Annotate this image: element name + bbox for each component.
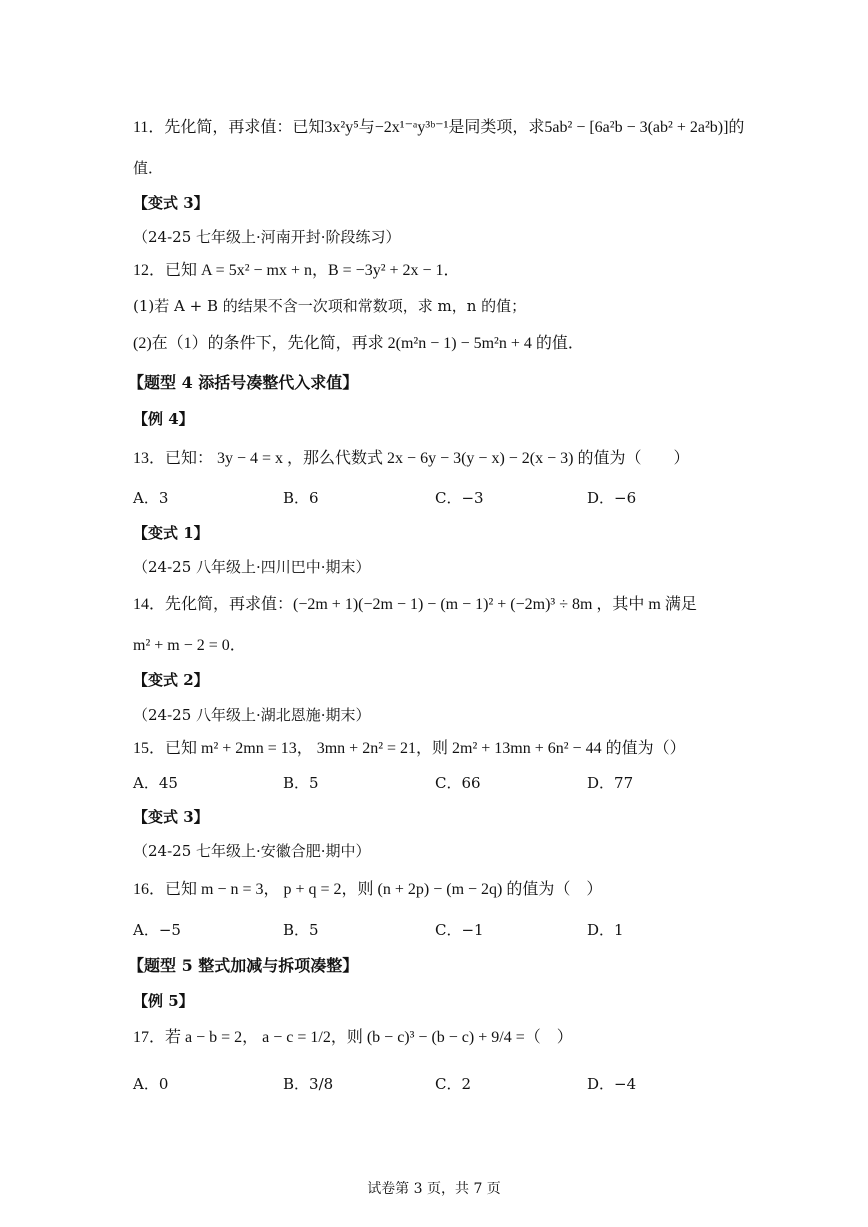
option-b[interactable]: B．6: [283, 489, 319, 507]
option-c[interactable]: C．66: [435, 774, 481, 792]
question-14-line-1: 14．先化简，再求值：(−2m + 1)(−2m − 1) − (m − 1)² + (−2m)³ ÷ 8m ，其中 m 满足: [133, 596, 697, 613]
variant-3-source: （24-25 七年级上·河南开封·阶段练习）: [133, 228, 401, 246]
option-b[interactable]: B．5: [283, 921, 319, 939]
option-b[interactable]: B．3/8: [283, 1075, 334, 1093]
variant-3-source-second: （24-25 七年级上·安徽合肥·期中）: [133, 842, 371, 860]
variant-2-source: （24-25 八年级上·湖北恩施·期末）: [133, 706, 371, 724]
question-13-stem: 13．已知： 3y − 4 = x ，那么代数式 2x − 6y − 3(y − x) − 2(x − 3) 的值为（ ）: [133, 450, 690, 467]
variant-1-source: （24-25 八年级上·四川巴中·期末）: [133, 558, 371, 576]
option-a[interactable]: A．3: [133, 489, 169, 507]
option-a[interactable]: A．0: [133, 1075, 169, 1093]
example-4-tag: 【例 4】: [133, 410, 194, 428]
question-11-line-1: 11．先化简，再求值：已知3x²y⁵与−2x¹⁻ᵃy³ᵇ⁻¹是同类项，求5ab² − [6a²b − 3(ab² + 2a²b)]的: [133, 119, 745, 136]
question-12-part-2: (2)在（1）的条件下，先化简，再求 2(m²n − 1) − 5m²n + 4 的值．: [133, 335, 584, 352]
question-11-line-2: 值．: [133, 159, 164, 177]
variant-2-tag: 【变式 2】: [133, 671, 209, 689]
type-4-heading: 【题型 4 添括号凑整代入求值】: [128, 373, 359, 392]
question-14-line-2: m² + m − 2 = 0．: [133, 637, 246, 654]
option-b[interactable]: B．5: [283, 774, 319, 792]
option-d[interactable]: D．77: [587, 774, 634, 792]
option-c[interactable]: C．2: [435, 1075, 472, 1093]
page-footer: 试卷第 3 页，共 7 页: [367, 1181, 501, 1197]
variant-3-tag-second: 【变式 3】: [133, 808, 209, 826]
option-c[interactable]: C．−3: [435, 489, 484, 507]
option-d[interactable]: D．−6: [587, 489, 637, 507]
question-15-stem: 15．已知 m² + 2mn = 13， 3mn + 2n² = 21，则 2m² + 13mn + 6n² − 44 的值为（）: [133, 740, 686, 757]
variant-3-tag: 【变式 3】: [133, 194, 209, 212]
question-16-stem: 16．已知 m − n = 3， p + q = 2，则 (n + 2p) − (m − 2q) 的值为（ ）: [133, 881, 603, 898]
question-17-stem: 17．若 a − b = 2， a − c = 1/2，则 (b − c)³ − (b − c) + 9/4 =（ ）: [133, 1029, 573, 1046]
question-12-part-1: (1)若 A + B 的结果不含一次项和常数项，求 m，n 的值；: [133, 297, 527, 315]
option-a[interactable]: A．−5: [133, 921, 181, 939]
variant-1-tag: 【变式 1】: [133, 524, 209, 542]
option-d[interactable]: D．1: [587, 921, 624, 939]
option-a[interactable]: A．45: [133, 774, 178, 792]
question-12-stem: 12．已知 A = 5x² − mx + n，B = −3y² + 2x − 1．: [133, 262, 460, 279]
type-5-heading: 【题型 5 整式加减与拆项凑整】: [128, 956, 359, 975]
option-c[interactable]: C．−1: [435, 921, 484, 939]
option-d[interactable]: D．−4: [587, 1075, 637, 1093]
example-5-tag: 【例 5】: [133, 992, 194, 1010]
